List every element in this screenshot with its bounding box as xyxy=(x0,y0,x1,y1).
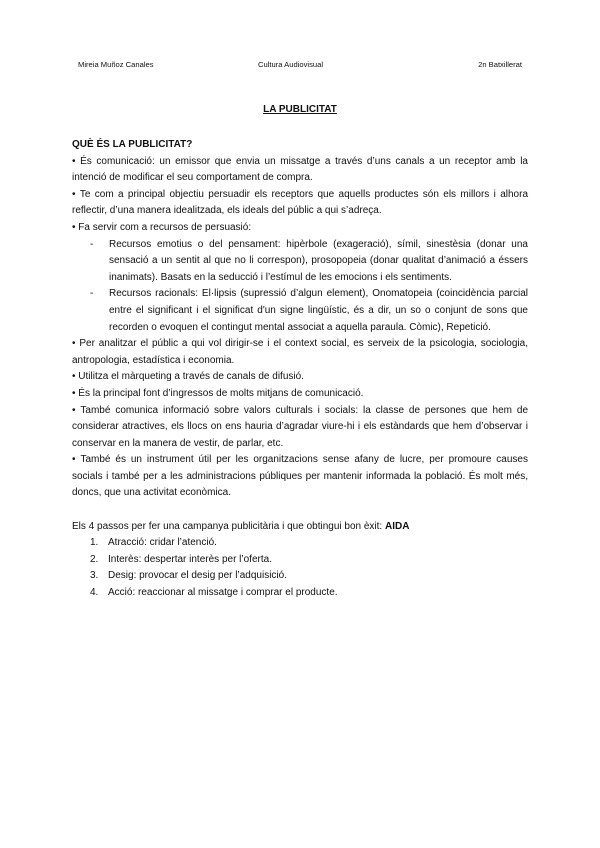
bullet-text: És comunicació: un emissor que envia un missatge a través d’uns canals a un receptor amb la intenció de modificar el seu comportament de compra. xyxy=(72,155,528,184)
bullet-paragraph xyxy=(72,452,528,502)
list-item-text: Recursos emotius o del pensament: hipèrbole (exageració), símil, sinestèsia (donar una sensació a un sentit al que no li correspon), prosopopeia (donar qualitat d’animació a éssers inanimats). Basats en la seducció i l’estímul de les emocions i els sentiments. xyxy=(109,238,528,283)
bullet-paragraph xyxy=(72,154,528,187)
step-number: 1. xyxy=(90,537,99,549)
bullet-text: És la principal font d’ingressos de molts mitjans de comunicació. xyxy=(78,387,364,399)
header-course: 2n Batxillerat xyxy=(478,60,522,69)
header-author: Mireia Muñoz Canales xyxy=(78,60,154,69)
document-title: LA PUBLICITAT xyxy=(263,104,337,115)
aida-intro xyxy=(72,519,528,536)
bullet-text: Fa servir com a recursos de persuasió: xyxy=(78,221,252,233)
step-number: 4. xyxy=(90,587,99,599)
bullet-paragraph xyxy=(72,403,528,453)
aida-steps-list xyxy=(72,535,528,601)
aida-step xyxy=(72,585,528,602)
aida-intro-text: Els 4 passos per fer una campanya publicitària i que obtingui bon èxit: xyxy=(72,520,383,532)
list-item-text: Recursos racionals: El·lipsis (supressió d’algun element), Onomatopeia (coincidència parcial entre el significant i el significat d'un signe lingüístic, és a dir, un so o conjunt de sons que recorden o evoquen el contingut mental associat a aquella paraula. Còmic), Repetició. xyxy=(109,288,528,333)
bullet-paragraph xyxy=(72,187,528,220)
persuasion-resources-list xyxy=(72,237,528,337)
aida-step xyxy=(72,552,528,569)
bullet-paragraph xyxy=(72,386,528,403)
dash-marker: - xyxy=(90,238,94,250)
aida-label: AIDA xyxy=(384,520,410,532)
bullet-text: Per analitzar el públic a qui vol dirigir-se i el context social, es serveix de la psicologia, sociologia, antropologia, estadística i economia. xyxy=(72,338,528,366)
bullet-paragraph xyxy=(72,336,528,369)
step-text: Interès: despertar interès per l’oferta. xyxy=(108,553,272,565)
step-text: Atracció: cridar l’atenció. xyxy=(108,537,217,549)
aida-step xyxy=(72,568,528,585)
bullet-paragraph xyxy=(72,220,528,237)
document-body xyxy=(72,137,528,602)
bullet-text: També és un instrument útil per les organitzacions sense afany de lucre, per promoure causes socials i també per a les administracions públiques per mantenir informada la població. És molt més, doncs, que una activitat econòmica. xyxy=(72,454,528,499)
section-heading: QUÈ ÉS LA PUBLICITAT? xyxy=(72,139,193,150)
dash-marker: - xyxy=(90,288,94,300)
step-number: 3. xyxy=(90,570,99,582)
bullet-text: Te com a principal objectiu persuadir els receptors que aquells productes són els millors i alhora reflectir, d’una manera idealitzada, els ideals del públic a qui s’adreça. xyxy=(72,188,528,217)
step-number: 2. xyxy=(90,553,99,565)
header-subject: Cultura Audiovisual xyxy=(258,60,324,69)
bullet-text: També comunica informació sobre valors culturals i socials: la classe de persones que hem de considerar atractives, els llocs on ens hauria d’agradar viure-hi i els estàndards que hem d’observar i conservar en la manera de vestir, de parlar, etc. xyxy=(72,404,529,449)
page-header xyxy=(78,60,522,72)
list-item xyxy=(72,286,528,336)
bullet-paragraph xyxy=(72,369,528,386)
step-text: Acció: reaccionar al missatge i comprar el producte. xyxy=(108,587,338,599)
bullet-text: Utilitza el màrqueting a través de canals de difusió. xyxy=(78,371,304,383)
spacer xyxy=(72,502,528,519)
aida-step xyxy=(72,535,528,552)
step-text: Desig: provocar el desig per l’adquisició. xyxy=(108,570,287,582)
list-item xyxy=(72,237,528,287)
